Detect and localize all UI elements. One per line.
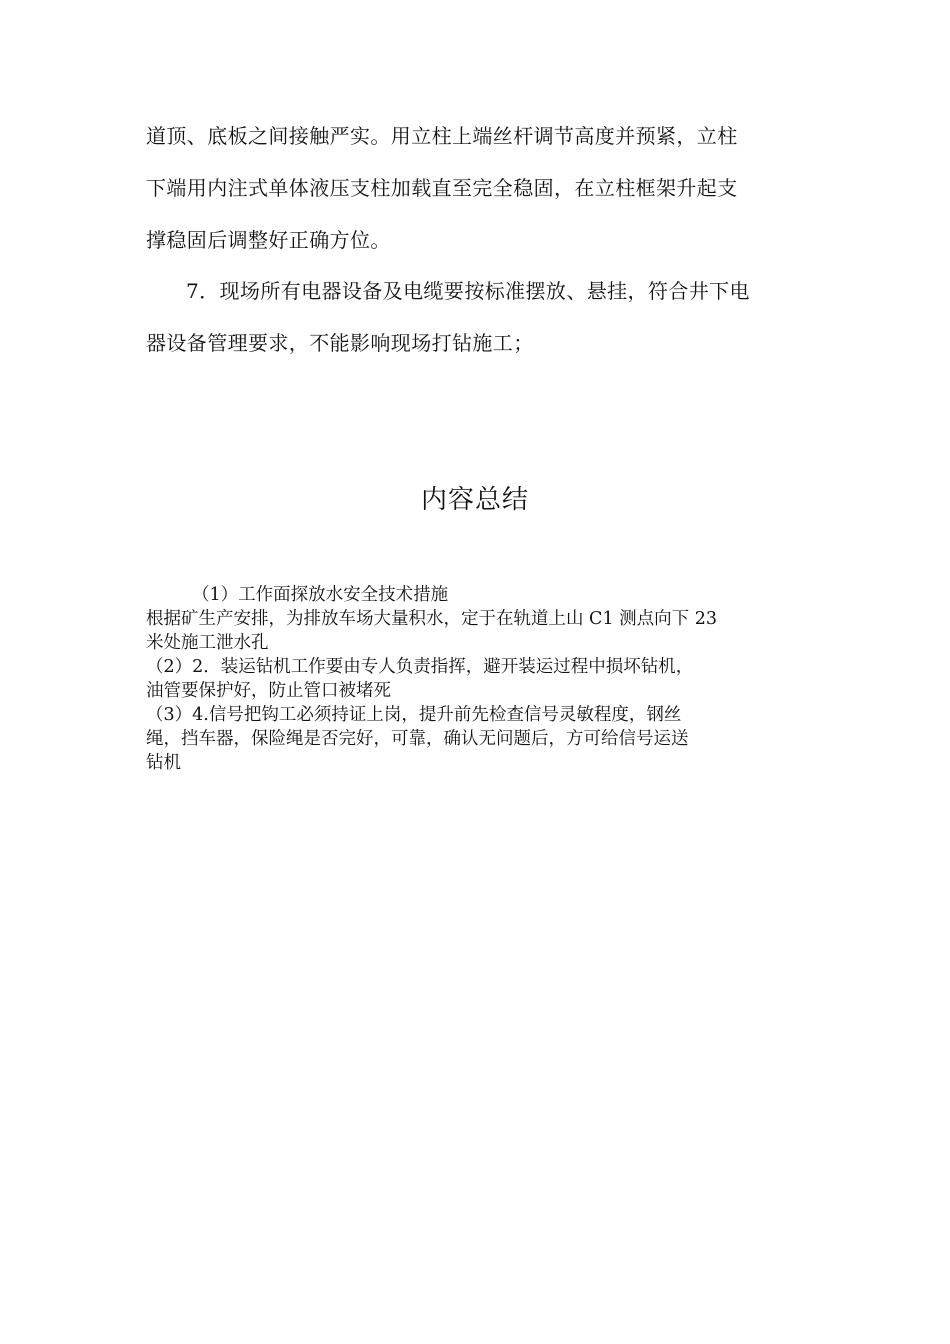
paragraph-continuation [146, 110, 806, 266]
summary-line: （2）2．装运钻机工作要由专人负责指挥，避开装运过程中损坏钻机， [146, 657, 694, 677]
text-line: 撑稳固后调整好正确方位。 [146, 228, 391, 252]
summary-line: 米处施工泄水孔 [146, 633, 269, 653]
summary-line: 钻机 [146, 753, 181, 773]
summary-line: 绳，挡车器，保险绳是否完好，可靠，确认无问题后，方可给信号运送 [146, 729, 689, 749]
text-line-content: 7．现场所有电器设备及电缆要按标准摆放、悬挂，符合井下电 [186, 279, 750, 303]
summary-line: （1）工作面探放水安全技术措施 [192, 585, 449, 605]
text-line: 道顶、底板之间接触严实。用立柱上端丝杆调节高度并预紧，立柱 [146, 124, 738, 148]
text-line [146, 265, 806, 317]
summary-line: （3）4.信号把钩工必须持证上岗，提升前先检查信号灵敏程度，钢丝 [146, 705, 682, 725]
summary-content [146, 583, 816, 775]
paragraph-item-7 [146, 265, 806, 369]
text-line: 下端用内注式单体液压支柱加载直至完全稳固，在立柱框架升起支 [146, 176, 738, 200]
text-line: 器设备管理要求，不能影响现场打钻施工； [146, 331, 534, 355]
summary-line: 油管要保护好，防止管口被堵死 [146, 681, 391, 701]
summary-heading: 内容总结 [420, 485, 529, 515]
summary-line: 根据矿生产安排，为排放车场大量积水，定于在轨道上山 C1 测点向下 23 [146, 609, 717, 629]
